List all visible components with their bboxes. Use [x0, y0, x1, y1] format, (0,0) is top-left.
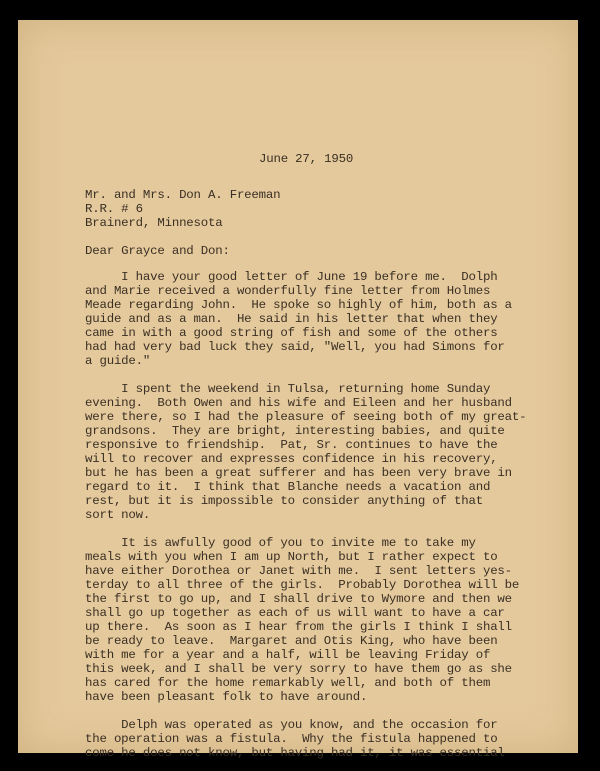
- paragraph-line: regard to it. I think that Blanche needs a vacation and: [85, 480, 491, 494]
- address-line: Mr. and Mrs. Don A. Freeman: [85, 188, 281, 202]
- paragraph-line: has cared for the home remarkably well, and both of them: [85, 676, 491, 690]
- paragraph-line: the operation was a fistula. Why the fistula happened to: [85, 732, 498, 746]
- paragraph-line: Meade regarding John. He spoke so highly of him, both as a: [85, 298, 512, 312]
- paragraph-line: responsive to friendship. Pat, Sr. continues to have the: [85, 438, 498, 452]
- address-line: R.R. # 6: [85, 202, 143, 216]
- paragraph-line: terday to all three of the girls. Probably Dorothea will be: [85, 578, 520, 592]
- paragraph-line: I spent the weekend in Tulsa, returning home Sunday: [85, 382, 491, 396]
- address-line: Brainerd, Minnesota: [85, 216, 223, 230]
- letter-date: June 27, 1950: [259, 152, 354, 166]
- paragraph-line: but he has been a great sufferer and has been very brave in: [85, 466, 512, 480]
- paragraph-line: this week, and I shall be very sorry to have them go as she: [85, 662, 512, 676]
- paragraph-line: up there. As soon as I hear from the girls I think I shall: [85, 620, 512, 634]
- paragraph-line: the first to go up, and I shall drive to Wymore and then we: [85, 592, 512, 606]
- paragraph-line: grandsons. They are bright, interesting babies, and quite: [85, 424, 505, 438]
- paragraph-line: have either Dorothea or Janet with me. I sent letters yes-: [85, 564, 512, 578]
- paragraph-line: sort now.: [85, 508, 151, 522]
- letter-page: [18, 20, 578, 760]
- paragraph-line: guide and as a man. He said in his letter that when they: [85, 312, 498, 326]
- paragraph-line: were there, so I had the pleasure of seeing both of my great-: [85, 410, 527, 424]
- paragraph-line: come he does not know, but having had it, it was essential: [85, 746, 505, 760]
- paragraph-line: had had very bad luck they said, "Well, you had Simons for: [85, 340, 505, 354]
- paragraph-line: and Marie received a wonderfully fine letter from Holmes: [85, 284, 491, 298]
- paragraph-line: Delph was operated as you know, and the occasion for: [85, 718, 498, 732]
- paragraph-line: rest, but it is impossible to consider anything of that: [85, 494, 483, 508]
- paragraph-line: evening. Both Owen and his wife and Eileen and her husband: [85, 396, 512, 410]
- paragraph-line: It is awfully good of you to invite me to take my: [85, 536, 476, 550]
- paragraph-line: be ready to leave. Margaret and Otis King, who have been: [85, 634, 498, 648]
- paragraph-line: meals with you when I am up North, but I rather expect to: [85, 550, 498, 564]
- paragraph-line: with me for a year and a half, will be leaving Friday of: [85, 648, 491, 662]
- paragraph-line: have been pleasant folk to have around.: [85, 690, 368, 704]
- paragraph-line: I have your good letter of June 19 before me. Dolph: [85, 270, 498, 284]
- paragraph-line: a guide.": [85, 354, 151, 368]
- paragraph-line: shall go up together as each of us will want to have a car: [85, 606, 505, 620]
- paragraph-line: will to recover and expresses confidence in his recovery,: [85, 452, 498, 466]
- paragraph-line: came in with a good string of fish and some of the others: [85, 326, 498, 340]
- salutation: Dear Grayce and Don:: [85, 244, 230, 258]
